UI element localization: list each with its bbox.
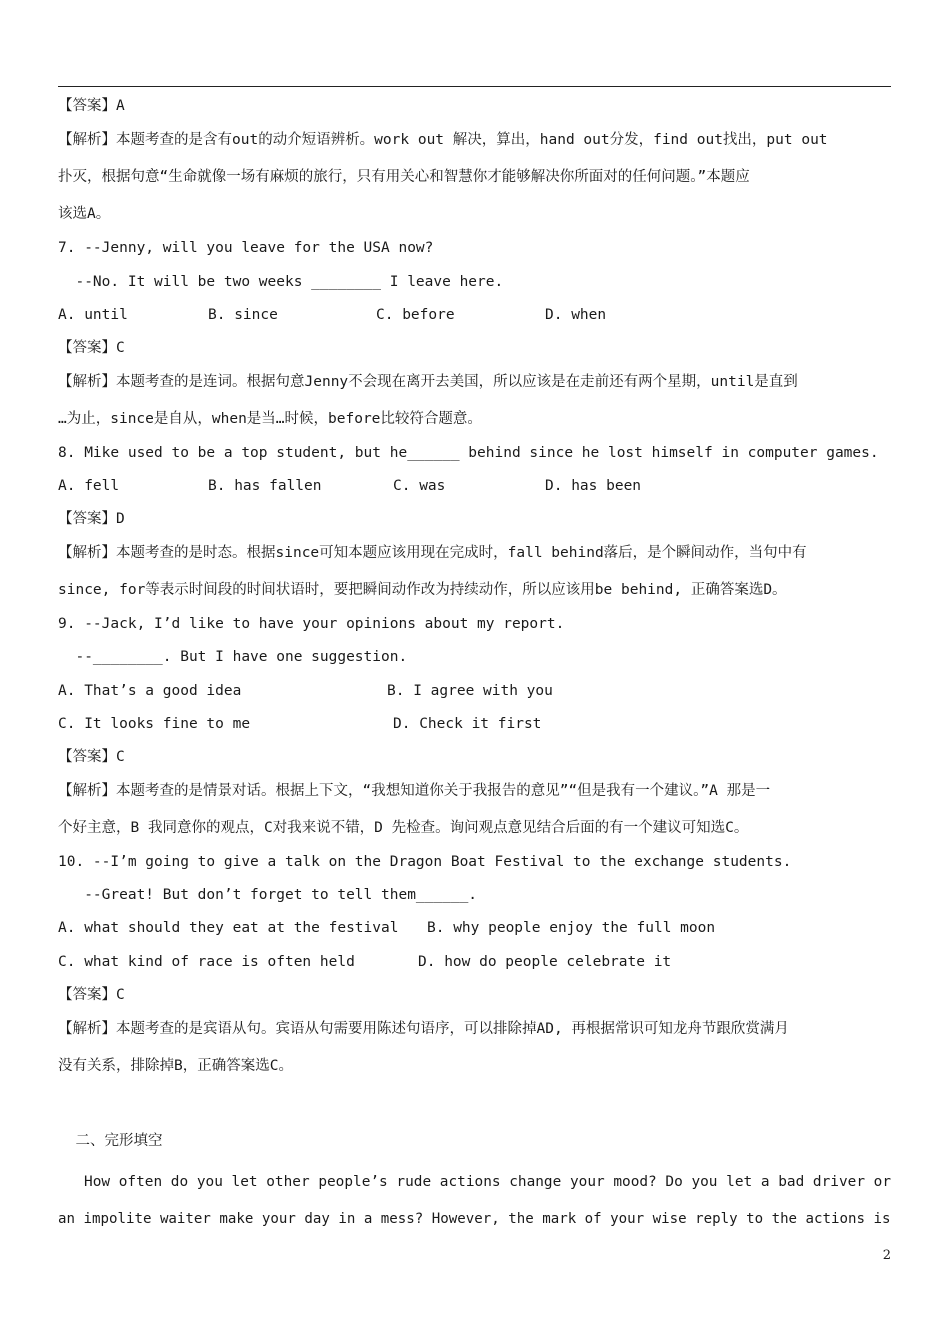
option-text: D. Check it first	[393, 716, 542, 732]
text-line: 【答案】C	[58, 749, 125, 765]
header-rule	[58, 86, 891, 87]
text-line: 二、完形填空	[58, 1133, 163, 1149]
page-number: 2	[882, 1248, 891, 1263]
text-line: 个好主意，B 我同意你的观点，C对我来说不错，D 先检查。询问观点意见结合后面的有一个建议可知选C。	[58, 820, 749, 836]
option-text: D. how do people celebrate it	[418, 954, 672, 970]
text-line: 【解析】本题考查的是时态。根据since可知本题应该用现在完成时，fall behind落后，是个瞬间动作，当句中有	[58, 545, 807, 561]
option-text: D. has been	[545, 478, 642, 494]
text-line: since, for等表示时间段的时间状语时，要把瞬间动作改为持续动作，所以应该用be behind, 正确答案选D。	[58, 582, 787, 598]
text-line: 【解析】本题考查的是宾语从句。宾语从句需要用陈述句语序，可以排除掉AD, 再根据常识可知龙舟节跟欣赏满月	[58, 1021, 789, 1037]
option-text: B. I agree with you	[387, 683, 553, 699]
option-text: A. until	[58, 307, 128, 323]
text-line: 没有关系，排除掉B，正确答案选C。	[58, 1058, 293, 1074]
option-text: C. what kind of race is often held	[58, 954, 355, 970]
text-line: 【解析】本题考查的是含有out的动介短语辨析。work out 解决，算出，hand out分发，find out找出，put out	[58, 132, 828, 148]
text-line: 7. --Jenny, will you leave for the USA now?	[58, 240, 434, 256]
text-line: 【答案】A	[58, 98, 125, 114]
text-line: 8. Mike used to be a top student, but he______ behind since he lost himself in computer games.	[58, 445, 879, 461]
option-text: B. has fallen	[208, 478, 322, 494]
text-line: an impolite waiter make your day in a mess? However, the mark of your wise reply to the actions is	[58, 1211, 891, 1227]
text-line: 9. --Jack, I’d like to have your opinions about my report.	[58, 616, 565, 632]
text-line: --No. It will be two weeks ________ I leave here.	[58, 274, 504, 290]
option-text: C. It looks fine to me	[58, 716, 251, 732]
text-line: 【答案】C	[58, 340, 125, 356]
text-line: 【解析】本题考查的是连词。根据句意Jenny不会现在离开去美国，所以应该是在走前还有两个星期，until是直到	[58, 374, 798, 390]
text-line: How often do you let other people’s rude actions change your mood? Do you let a bad driver or	[58, 1174, 892, 1190]
option-text: A. That’s a good idea	[58, 683, 242, 699]
text-line: --Great! But don’t forget to tell them______.	[58, 887, 478, 903]
option-text: B. why people enjoy the full moon	[427, 920, 716, 936]
text-line: --________. But I have one suggestion.	[58, 649, 408, 665]
text-line: 【答案】D	[58, 511, 125, 527]
option-text: D. when	[545, 307, 607, 323]
text-line: 10. --I’m going to give a talk on the Dragon Boat Festival to the exchange students.	[58, 854, 792, 870]
text-line: 【答案】C	[58, 987, 125, 1003]
text-line: 扑灭，根据句意“生命就像一场有麻烦的旅行，只有用关心和智慧你才能够解决你所面对的任何问题。”本题应	[58, 169, 750, 185]
option-text: C. before	[376, 307, 455, 323]
option-text: B. since	[208, 307, 278, 323]
option-text: A. fell	[58, 478, 120, 494]
text-line: …为止，since是自从，when是当…时候，before比较符合题意。	[58, 411, 482, 427]
text-line: 该选A。	[58, 206, 111, 222]
option-text: C. was	[393, 478, 446, 494]
text-line: 【解析】本题考查的是情景对话。根据上下文，“我想知道你关于我报告的意见”“但是我有一个建议。”A 那是一	[58, 783, 771, 799]
option-text: A. what should they eat at the festival	[58, 920, 399, 936]
